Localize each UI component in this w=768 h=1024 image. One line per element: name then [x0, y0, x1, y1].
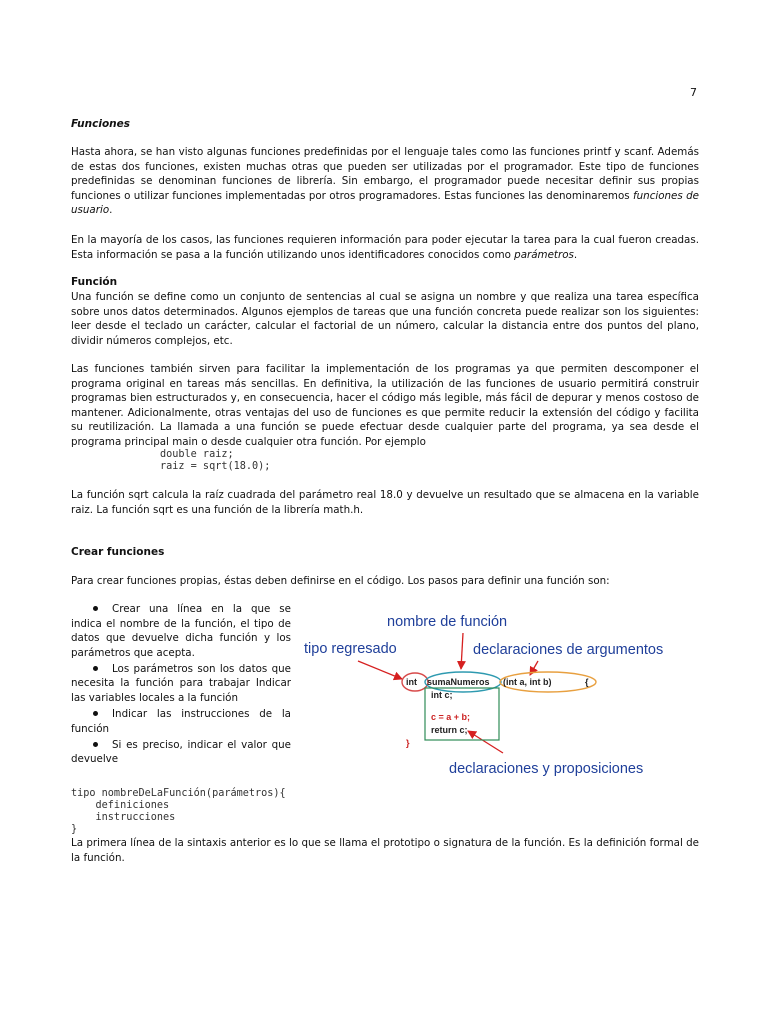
- syntax-line-definiciones: definiciones: [71, 800, 170, 811]
- paragraph-crear-intro: Para crear funciones propias, éstas deben definirse en el código. Los pasos para definir una función son:: [71, 575, 610, 587]
- code-body-line2: c = a + b;: [431, 712, 471, 722]
- emphasis-funciones-de-usuario: funciones de usuario: [71, 189, 699, 217]
- paragraph-end: .: [109, 204, 113, 217]
- step-text: Indicar las instrucciones de la función: [71, 707, 291, 735]
- arrow-proposiciones: [468, 731, 503, 753]
- paragraph-text: En la mayoría de los casos, las funciones requieren información para poder ejecutar la tarea para la cual fueron creadas. Esta información se pasa a la función utilizando unos identificadores conocidos como: [71, 234, 699, 261]
- code-body-line3: return c;: [431, 725, 468, 735]
- syntax-line-instrucciones: instrucciones: [71, 812, 176, 823]
- arrow-tipo: [358, 661, 402, 679]
- syntax-line-signature: tipo nombreDeLaFunción(parámetros){: [71, 788, 286, 799]
- bullet-icon: [93, 742, 98, 747]
- paragraph-end: .: [573, 248, 578, 261]
- code-function-name: sumaNumeros: [427, 677, 490, 687]
- emphasis-parametros: parámetros: [514, 248, 574, 261]
- code-brace-open: {: [585, 677, 589, 687]
- label-nombre-de-funcion: nombre de función: [387, 614, 508, 630]
- paragraph-sqrt: La función sqrt calcula la raíz cuadrada del parámetro real 18.0 y devuelve un resultado que se almacena en la variable raiz. La función sqrt es una función de la librería math.h.: [71, 489, 699, 516]
- code-body-line1: int c;: [431, 690, 453, 700]
- arrow-nombre: [461, 633, 463, 669]
- section-title-crear-funciones: Crear funciones: [71, 546, 165, 558]
- steps-list: [71, 602, 291, 768]
- paragraph-funcion-ventajas: Las funciones también sirven para facilitar la implementación de los programas ya que permiten descomponer el programa original en tareas más sencillas. En definitiva, la utilización de las funciones de usuario permitirá construir programas bien estructurados y, en consecuencia, hacer el código más legible, más fácil de depurar y menos costoso de mantener. Adicionalmente, otras ventajas del uso de funciones es que permite reducir la extensión del código y facilita su reutilización. La llamada a una función se puede efectuar desde cualquier parte del programa, ya sea desde el programa principal main o desde cualquier otra función. Por ejemplo: [71, 363, 699, 448]
- paragraph-parametros: [71, 233, 699, 262]
- label-tipo-regresado: tipo regresado: [304, 641, 397, 657]
- section-title-funcion: Función: [71, 276, 118, 288]
- code-line-raiz-sqrt: raiz = sqrt(18.0);: [160, 461, 271, 472]
- code-line-double-raiz: double raiz;: [160, 449, 234, 460]
- list-item: [71, 738, 291, 767]
- section-title-funciones: Funciones: [71, 118, 131, 130]
- syntax-line-close: }: [71, 824, 78, 835]
- paragraph-prototipo: La primera línea de la sintaxis anterior es lo que se llama el prototipo o signatura de la función. Es la definición formal de la función.: [71, 837, 699, 864]
- code-args: (int a, int b): [503, 677, 552, 687]
- list-item: [71, 662, 291, 706]
- paragraph-funciones-intro: [71, 145, 699, 218]
- bullet-icon: [93, 666, 98, 671]
- page-number: 7: [690, 86, 697, 99]
- step-text: Crear una línea en la que se indica el nombre de la función, el tipo de datos que devuelve dicha función y los parámetros que acepta.: [71, 603, 291, 659]
- code-int: int: [406, 677, 417, 687]
- bullet-icon: [93, 711, 98, 716]
- bullet-icon: [93, 606, 98, 611]
- label-declaraciones-proposiciones: declaraciones y proposiciones: [449, 761, 644, 777]
- label-declaraciones-argumentos: declaraciones de argumentos: [473, 642, 664, 658]
- list-item: [71, 602, 291, 660]
- list-item: [71, 707, 291, 736]
- step-text: Si es preciso, indicar el valor que devuelve: [71, 738, 291, 766]
- step-text: Los parámetros son los datos que necesita la función para trabajar Indicar las variables locales a la función: [71, 662, 291, 704]
- paragraph-text: Hasta ahora, se han visto algunas funciones predefinidas por el lenguaje tales como las funciones printf y scanf. Además de estas dos funciones, existen muchas otras que pueden ser utilizadas por el programador. Este tipo de funciones predefinidas se denominan funciones de librería. Sin embargo, el programador puede necesitar definir sus propias funciones o utilizar funciones implementadas por otros programadores. Estas funciones las denominaremos: [71, 146, 699, 202]
- code-brace-close: }: [406, 738, 410, 748]
- function-anatomy-diagram: [298, 603, 698, 783]
- paragraph-funcion-definicion: Una función se define como un conjunto de sentencias al cual se asigna un nombre y que realiza una tarea específica sobre unos datos determinados. Algunos ejemplos de tareas que una función concreta puede realizar son los siguientes: leer desde el teclado un carácter, calcular el factorial de un número, calcular la distancia entre dos puntos del plano, dividir números complejos, etc.: [71, 291, 699, 347]
